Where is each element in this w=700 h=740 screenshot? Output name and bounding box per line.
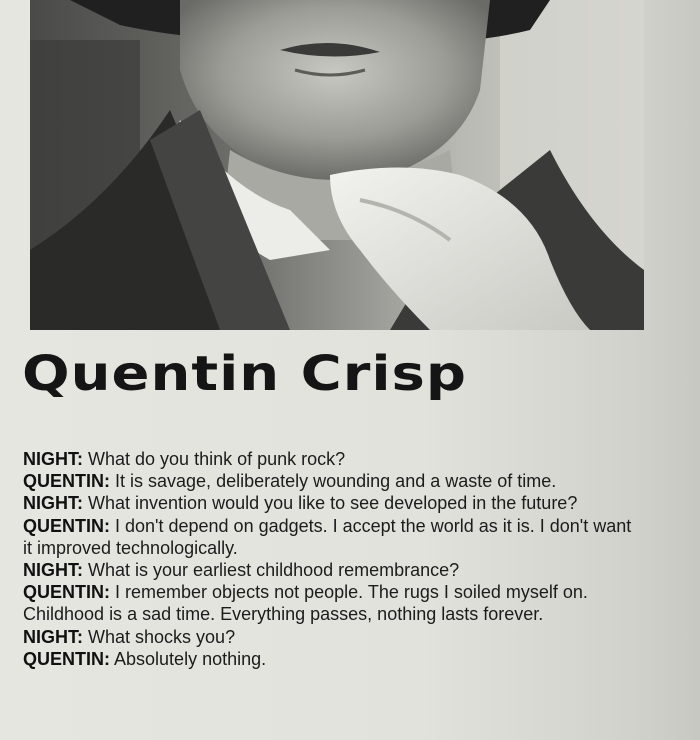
speaker-label: QUENTIN: <box>23 648 110 669</box>
qa-text: What shocks you? <box>88 626 236 647</box>
qa-line <box>23 515 638 559</box>
speaker-label: NIGHT: <box>23 560 83 581</box>
qa-text: What invention would you like to see developed in the future? <box>88 493 578 514</box>
qa-line <box>23 559 638 581</box>
qa-text: What do you think of punk rock? <box>88 449 346 469</box>
qa-text: It is savage, deliberately wounding and a waste of time. <box>115 471 557 492</box>
qa-line <box>23 492 638 514</box>
interview-body <box>23 448 638 670</box>
speaker-label: QUENTIN: <box>23 515 110 536</box>
qa-line <box>23 626 638 648</box>
speaker-label: NIGHT: <box>23 626 83 647</box>
qa-text: What is your earliest childhood remembrance? <box>88 560 460 581</box>
qa-text: I don't depend on gadgets. I accept the world as it is. I don't want it improved technologically. <box>23 515 632 558</box>
qa-line <box>23 581 638 625</box>
portrait-illustration <box>30 0 644 330</box>
qa-text: I remember objects not people. The rugs I soiled myself on. Childhood is a sad time. Everything passes, nothing lasts forever. <box>23 582 588 625</box>
qa-line <box>23 470 638 492</box>
article-title: Quentin Crisp <box>22 346 467 402</box>
speaker-label: QUENTIN: <box>23 582 110 603</box>
speaker-label: NIGHT: <box>23 449 83 469</box>
qa-line <box>23 448 638 470</box>
portrait-photo <box>30 0 644 330</box>
qa-text: Absolutely nothing. <box>114 648 267 669</box>
qa-line <box>23 648 638 670</box>
speaker-label: NIGHT: <box>23 493 83 514</box>
speaker-label: QUENTIN: <box>23 471 110 492</box>
